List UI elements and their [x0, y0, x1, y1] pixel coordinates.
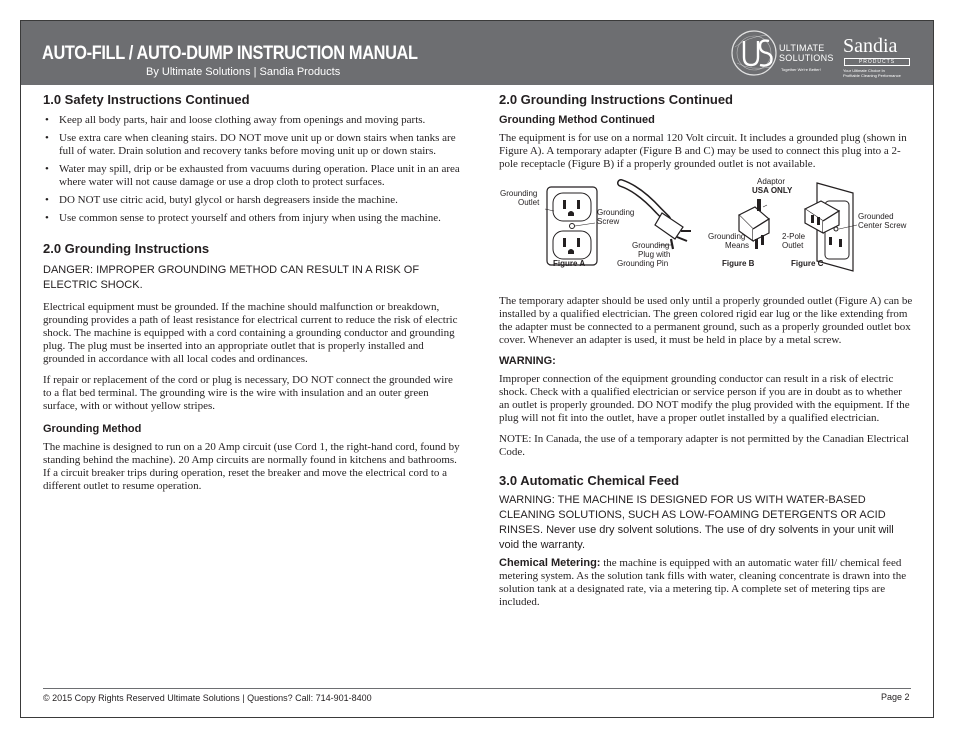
safety-bullet: • Use extra care when cleaning stairs. DO NOT move unit up or down stairs when tanks are full of water. Drain solution and recovery tanks before moving unit up or down stairs.: [43, 132, 463, 158]
label-plug-2: Plug with: [638, 250, 671, 259]
label-grounding-screw-2: Screw: [597, 217, 620, 226]
label-plug-1: Grounding: [632, 241, 670, 250]
ultimate-logo-line2: SOLUTIONS: [779, 53, 834, 63]
label-plug-3: Grounding Pin: [617, 259, 669, 268]
method-continued-heading: Grounding Method Continued: [499, 114, 655, 126]
label-grounded-center-2: Center Screw: [858, 221, 907, 230]
safety-bullet: • Water may spill, drip or be exhausted from vacuums during operation. Place unit in an area where water will not cause damage or use a drop cloth to protect surfaces.: [43, 163, 463, 189]
safety-list: [43, 114, 463, 225]
danger-text: DANGER: IMPROPER GROUNDING METHOD CAN RESULT IN A RISK OF ELECTRIC SHOCK.: [43, 264, 420, 291]
sandia-logo-tag1: Your Ultimate Choice In: [843, 68, 885, 73]
label-grounded-center-1: Grounded: [858, 212, 894, 221]
safety-heading: 1.0 Safety Instructions Continued: [43, 92, 250, 107]
caption-figure-a: Figure A: [553, 259, 586, 268]
safety-bullet: • DO NOT use citric acid, butyl glycol or harsh degreasers inside the machine.: [43, 194, 463, 207]
grounding-continued-heading: 2.0 Grounding Instructions Continued: [499, 92, 733, 107]
page-number: Page 2: [881, 692, 910, 702]
caption-figure-c: Figure C: [791, 259, 824, 268]
right-column: [499, 92, 914, 617]
label-grounding-outlet-2: Outlet: [518, 198, 540, 207]
footer-copyright: © 2015 Copy Rights Reserved Ultimate Solutions | Questions? Call: 714-901-8400: [43, 693, 372, 703]
grounding-method-paragraph: The machine is designed to run on a 20 Amp circuit (use Cord 1, the right-hand cord, found by standing behind the machine). 20 Amp circuits are normally found in kitchens and bathrooms. If a circuit breaker trips during operation, reset the breaker and move the electrical cord to a different outlet to resume operation.: [43, 441, 460, 492]
warning-paragraph: Improper connection of the equipment grounding conductor can result in a risk of electric shock. Check with a qualified electrician or service person if you are in doubt as to whether an outlet is properly grounded. DO NOT modify the plug provided with the equipment. If the plug will not fit into the outlet, have a proper outlet installed by a qualified electrician.: [499, 373, 910, 424]
label-grounding-screw-1: Grounding: [597, 208, 635, 217]
manual-title: AUTO-FILL / AUTO-DUMP INSTRUCTION MANUAL: [42, 43, 418, 64]
footer-divider: [43, 688, 911, 689]
label-2pole-2: Outlet: [782, 241, 804, 250]
chemical-metering-label: Chemical Metering:: [499, 557, 601, 569]
label-2pole-1: 2-Pole: [782, 232, 806, 241]
note-paragraph: NOTE: In Canada, the use of a temporary adapter is not permitted by the Canadian Electrical Code.: [499, 433, 909, 458]
grounding-method-heading: Grounding Method: [43, 423, 142, 435]
manual-subtitle: By Ultimate Solutions | Sandia Products: [146, 66, 341, 78]
safety-bullet: • Use common sense to protect yourself and others from injury when using the machine.: [43, 212, 463, 225]
label-adaptor: Adaptor: [757, 177, 786, 186]
ultimate-logo-line1: ULTIMATE: [779, 43, 825, 53]
safety-bullet: • Keep all body parts, hair and loose clothing away from openings and moving parts.: [43, 114, 463, 127]
grounding-paragraph-1: Electrical equipment must be grounded. If the machine should malfunction or breakdown, grounding provides a path of least resistance for electrical current to reduce the risk of electric shock. The machine is equipped with a cord containing a grounding conductor and grounding plug. The plug must be inserted into an appropriate outlet that is properly installed and grounded in accordance with all local codes and ordinances.: [43, 301, 458, 365]
grounding-figure: [499, 179, 913, 279]
chemical-feed-heading: 3.0 Automatic Chemical Feed: [499, 473, 680, 488]
header-banner: [21, 21, 933, 85]
method-continued-paragraph: The equipment is for use on a normal 120 Volt circuit. It includes a grounded plug (shown in Figure A). A temporary adapter (Figure B and C) may be used to connect this plug into a 2-pole receptacle (Figure B) if a properly grounded outlet is not available.: [499, 132, 907, 170]
grounding-heading: 2.0 Grounding Instructions: [43, 241, 210, 256]
grounding-paragraph-2: If repair or replacement of the cord or plug is necessary, DO NOT connect the grounded wire to a flat bed terminal. The grounding wire is the wire with insulation and an outer green surface, with or without yellow stripes.: [43, 374, 453, 412]
sandia-logo-bar: PRODUCTS: [844, 58, 910, 66]
label-usa-only: USA ONLY: [752, 186, 793, 195]
label-grounding-means-2: Means: [725, 241, 750, 250]
ultimate-logo-tagline: Together We're Better!: [781, 67, 821, 72]
sandia-logo-word: Sandia: [843, 35, 898, 57]
caption-figure-b: Figure B: [722, 259, 755, 268]
chemical-warning: WARNING: THE MACHINE IS DESIGNED FOR US WITH WATER-BASED CLEANING SOLUTIONS, SUCH AS LOW-FOAMING DETERGENTS OR ACID RINSES. Never use dry solvent solutions. The use of dry solvents in your unit will void the warranty.: [499, 494, 894, 551]
label-grounding-means-1: Grounding: [708, 232, 746, 241]
left-column: [43, 92, 463, 501]
adapter-paragraph: The temporary adapter should be used only until a properly grounded outlet (Figure A) can be installed by a qualified electrician. The green colored rigid ear lug or the like extending from the adapter must be connected to a permanent ground, such as a properly grounded outlet box cover. Whenever an adapter is used, it must be held in place by a metal screw.: [499, 295, 913, 346]
label-grounding-outlet-1: Grounding: [500, 189, 538, 198]
sandia-logo-tag2: Profitable Cleaning Performance: [843, 73, 901, 78]
warning-heading: WARNING:: [499, 355, 556, 367]
chemical-metering-text: the machine is equipped with an automatic water fill/ chemical feed metering system. As the solution tank fills with water, cleaning concentrate is drawn into the solution tank at a designated rate, via a metering tip. A complete set of metering tips are included.: [499, 557, 907, 608]
chemical-metering-paragraph: [499, 557, 914, 609]
